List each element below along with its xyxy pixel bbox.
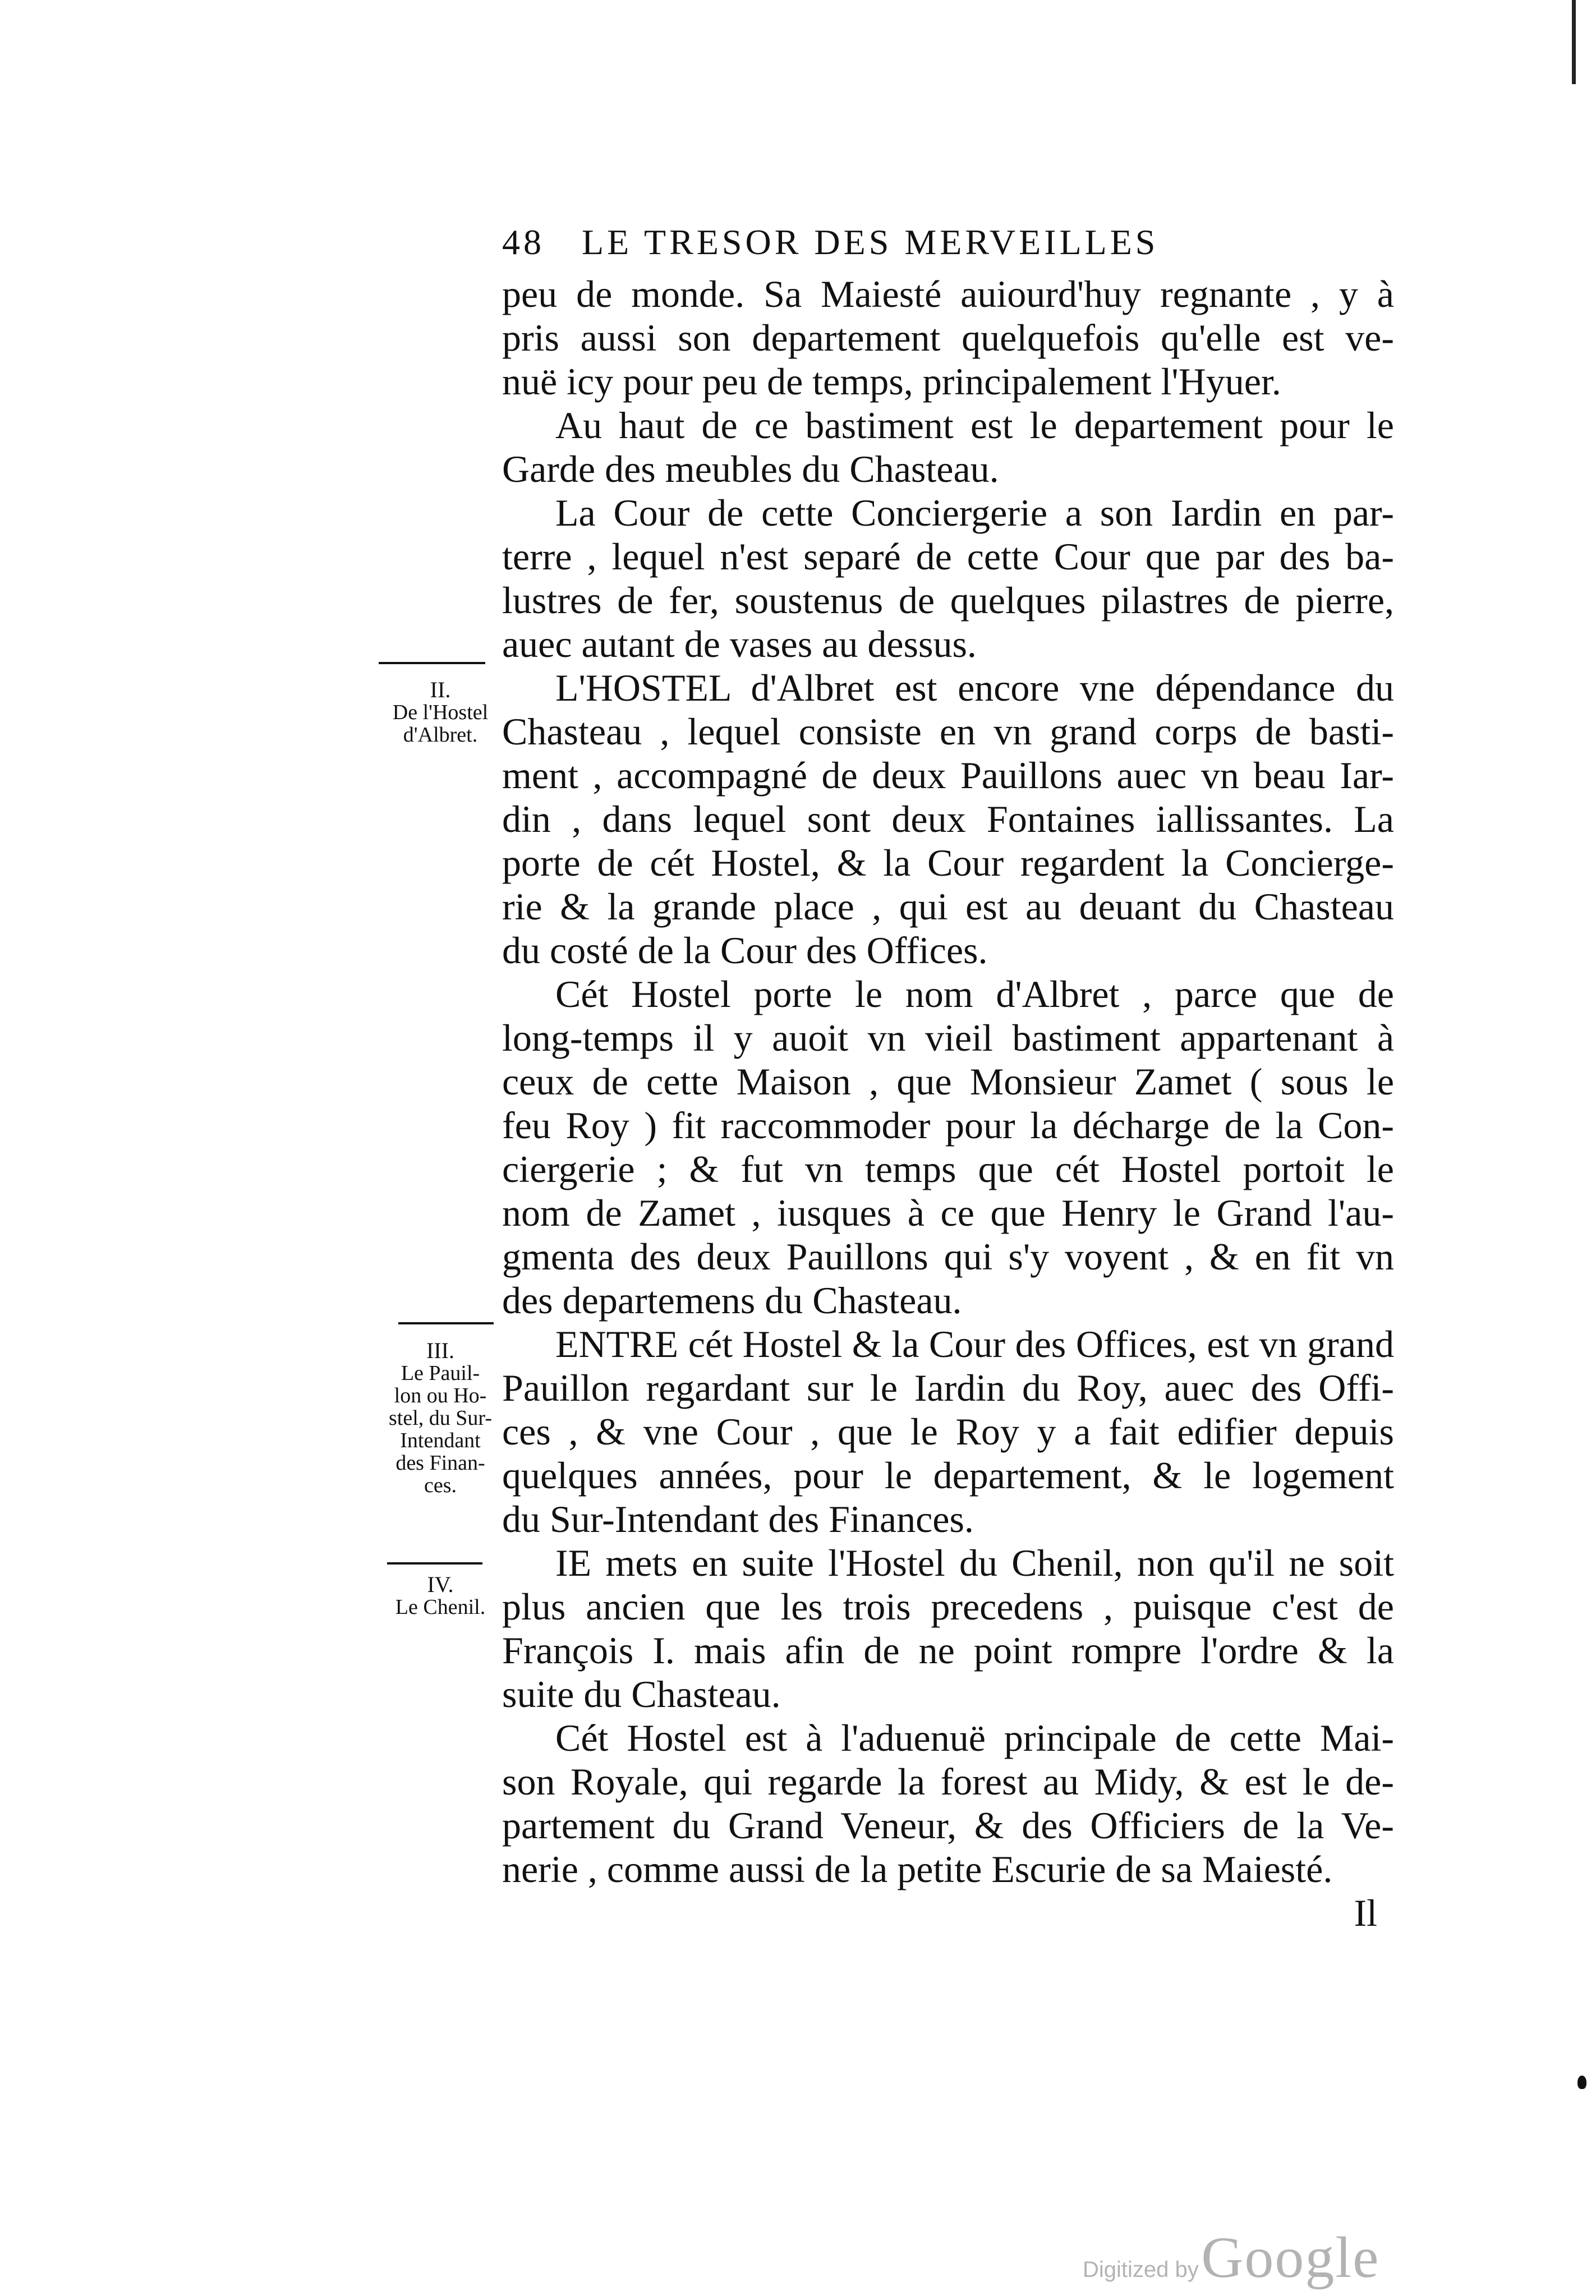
text-line: ceux de cette Maison , que Monsieur Zamet ( sous le bbox=[502, 1060, 1394, 1103]
text-line: Au haut de ce bastiment est le departement pour le bbox=[555, 404, 1394, 447]
text-line: rie & la grande place , qui est au deuant du Chasteau bbox=[502, 885, 1394, 928]
margin-line: De l'Hostel bbox=[392, 701, 489, 724]
ink-spot bbox=[1577, 2076, 1586, 2089]
digitized-watermark bbox=[1083, 2224, 1379, 2291]
margin-line: Intendant bbox=[400, 1429, 481, 1452]
margin-line: des Finan- bbox=[395, 1451, 485, 1475]
text-line: long-temps il y auoit vn vieil bastiment appartenant à bbox=[502, 1016, 1394, 1059]
page-edge-mark bbox=[1572, 0, 1576, 84]
text-line: ENTRE cét Hostel & la Cour des Offices, est vn grand bbox=[555, 1323, 1394, 1365]
margin-line: ces. bbox=[424, 1474, 457, 1497]
margin-line: Le Chenil. bbox=[395, 1595, 486, 1619]
text-line: nerie , comme aussi de la petite Escurie de sa Maiesté. bbox=[502, 1848, 1333, 1890]
text-line: Cét Hostel est à l'aduenuë principale de cette Mai- bbox=[555, 1717, 1394, 1759]
text-line: porte de cét Hostel, & la Cour regardent la Concierge- bbox=[502, 841, 1394, 884]
margin-rule bbox=[398, 1322, 494, 1324]
margin-numeral: IV. bbox=[427, 1572, 454, 1597]
text-line: auec autant de vases au dessus. bbox=[502, 623, 977, 665]
margin-line: stel, du Sur- bbox=[389, 1406, 492, 1430]
text-line: Cét Hostel porte le nom d'Albret , parce que de bbox=[555, 973, 1394, 1015]
text-line: plus ancien que les trois precedens , puisque c'est de bbox=[502, 1585, 1394, 1628]
text-line: ces , & vne Cour , que le Roy y a fait edifier depuis bbox=[502, 1410, 1394, 1453]
text-line: ciergerie ; & fut vn temps que cét Hostel portoit le bbox=[502, 1148, 1394, 1190]
margin-numeral: II. bbox=[430, 677, 451, 702]
text-line: terre , lequel n'est separé de cette Cour que par des ba- bbox=[502, 535, 1394, 578]
text-line: La Cour de cette Conciergerie a son Iardin en par- bbox=[555, 491, 1394, 534]
body-text bbox=[502, 272, 1394, 1935]
text-line: Garde des meubles du Chasteau. bbox=[502, 448, 999, 490]
google-logo: Google bbox=[1201, 2225, 1380, 2290]
text-line: suite du Chasteau. bbox=[502, 1673, 781, 1715]
text-line: L'HOSTEL d'Albret est encore vne dépendance du bbox=[555, 666, 1394, 709]
running-title: LE TRESOR DES MERVEILLES bbox=[582, 222, 1159, 262]
text-line: ment , accompagné de deux Pauillons auec vn beau Iar- bbox=[502, 754, 1394, 797]
catchword: Il bbox=[1354, 1892, 1377, 1934]
text-line: nom de Zamet , iusques à ce que Henry le Grand l'au- bbox=[502, 1191, 1394, 1234]
watermark-prefix: Digitized by bbox=[1083, 2257, 1199, 2282]
text-line: des departemens du Chasteau. bbox=[502, 1279, 962, 1322]
text-line: din , dans lequel sont deux Fontaines iallissantes. La bbox=[502, 798, 1394, 840]
text-line: son Royale, qui regarde la forest au Midy, & est le de- bbox=[502, 1760, 1394, 1803]
margin-note-iii bbox=[373, 1340, 508, 1497]
text-line: Pauillon regardant sur le Iardin du Roy, auec des Offi- bbox=[502, 1366, 1394, 1409]
text-line: quelques années, pour le departement, & le logement bbox=[502, 1454, 1394, 1497]
page-number: 48 bbox=[502, 222, 545, 262]
margin-line: Le Pauil- bbox=[401, 1361, 480, 1385]
text-line: nuë icy pour peu de temps, principalement l'Hyuer. bbox=[502, 360, 1281, 403]
text-line: IE mets en suite l'Hostel du Chenil, non qu'il ne soit bbox=[555, 1542, 1394, 1584]
text-line: peu de monde. Sa Maiesté auiourd'huy regnante , y à bbox=[502, 273, 1394, 315]
text-line: pris aussi son departement quelquefois qu'elle est ve- bbox=[502, 316, 1394, 359]
text-line: François I. mais afin de ne point rompre l'ordre & la bbox=[502, 1629, 1394, 1672]
text-line: lustres de fer, soustenus de quelques pilastres de pierre, bbox=[502, 579, 1394, 622]
margin-note-iv bbox=[373, 1573, 508, 1618]
margin-line: d'Albret. bbox=[403, 723, 478, 747]
margin-rule bbox=[387, 1562, 482, 1565]
text-line: Chasteau , lequel consiste en vn grand corps de basti- bbox=[502, 710, 1394, 753]
text-line: gmenta des deux Pauillons qui s'y voyent , & en fit vn bbox=[502, 1235, 1394, 1278]
margin-note-ii bbox=[373, 679, 508, 746]
margin-rule bbox=[379, 662, 485, 664]
margin-numeral: III. bbox=[426, 1338, 454, 1363]
text-line: feu Roy ) fit raccommoder pour la décharge de la Con- bbox=[502, 1104, 1394, 1147]
margin-line: lon ou Ho- bbox=[394, 1384, 487, 1407]
text-line: partement du Grand Veneur, & des Officiers de la Ve- bbox=[502, 1804, 1394, 1847]
text-line: du costé de la Cour des Offices. bbox=[502, 929, 988, 972]
text-line: du Sur-Intendant des Finances. bbox=[502, 1498, 974, 1540]
running-head bbox=[502, 222, 1287, 263]
